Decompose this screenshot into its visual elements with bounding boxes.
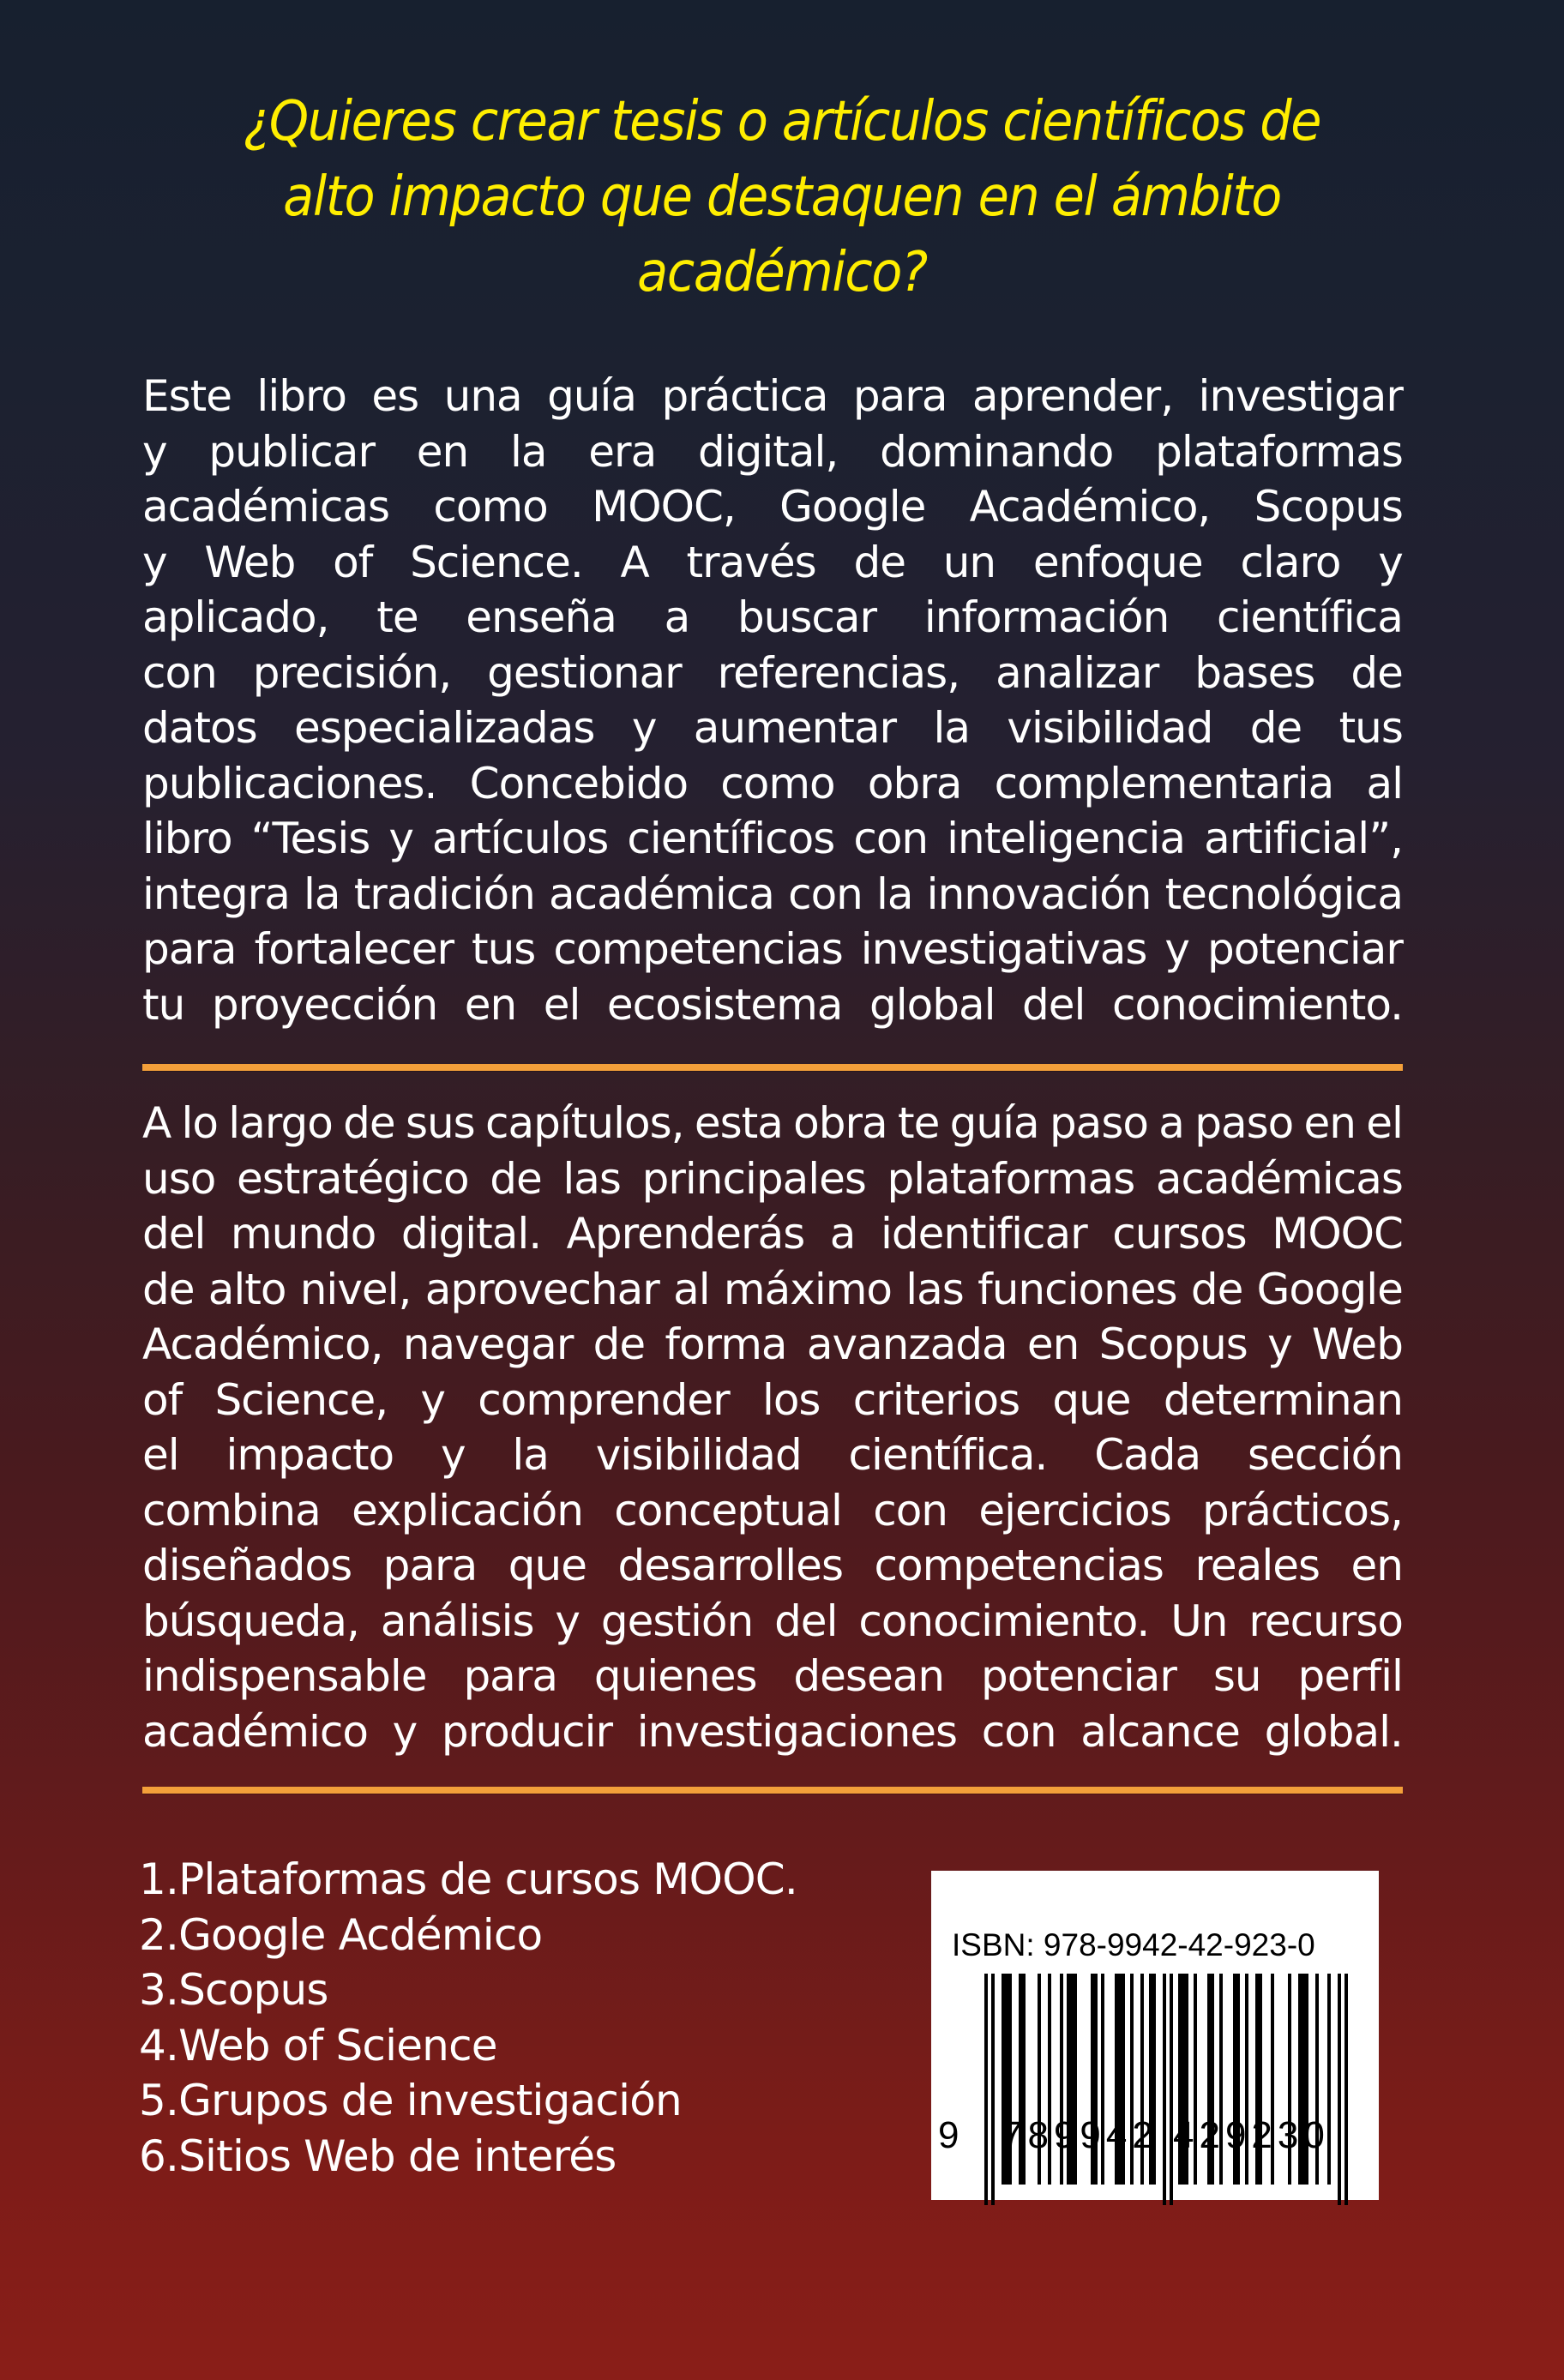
barcode-digits-left: 789942 (1002, 2114, 1158, 2156)
paragraph-line: uso estratégico de las principales plataformas académicas (142, 1153, 1403, 1204)
headline (157, 84, 1406, 310)
paragraph-line: académico y producir investigaciones con alcance global. (142, 1706, 1403, 1757)
paragraph-line: combina explicación conceptual con ejercicios prácticos, (142, 1485, 1403, 1536)
paragraph-line: y publicar en la era digital, dominando plataformas (142, 426, 1403, 477)
paragraph-line: of Science, y comprender los criterios que determinan (142, 1374, 1403, 1425)
toc-item: 3.Scopus (139, 1965, 328, 2015)
headline-line-3: académico? (637, 241, 927, 304)
paragraph-line: del mundo digital. Aprenderás a identificar cursos MOOC (142, 1209, 1403, 1259)
orange-divider (142, 1787, 1403, 1794)
paragraph-line: indispensable para quienes desean potenciar su perfil (142, 1651, 1403, 1701)
paragraph-line: aplicado, te enseña a buscar información científica (142, 592, 1403, 642)
paragraph-line: Este libro es una guía práctica para aprender, investigar (142, 371, 1403, 421)
barcode-icon (974, 1974, 1356, 2205)
paragraph-line: A lo largo de sus capítulos, esta obra te guía paso a paso en el (142, 1098, 1403, 1148)
paragraph-line: búsqueda, análisis y gestión del conocimiento. Un recurso (142, 1596, 1403, 1646)
paragraph-line: integra la tradición académica con la innovación tecnológica (142, 868, 1403, 919)
barcode-digits-right: 429230 (1173, 2114, 1330, 2156)
toc-item: 2.Google Acdémico (139, 1909, 543, 1960)
paragraph-line: datos especializadas y aumentar la visibilidad de tus (142, 703, 1403, 753)
paragraph-line: y Web of Science. A través de un enfoque claro y (142, 537, 1403, 587)
orange-divider (142, 1064, 1403, 1071)
paragraph-line: Académico, navegar de forma avanzada en Scopus y Web (142, 1319, 1403, 1369)
toc-item: 4.Web of Science (139, 2020, 497, 2070)
description-paragraph-1 (142, 369, 1403, 1032)
paragraph-line: publicaciones. Concebido como obra complementaria al (142, 758, 1403, 808)
paragraph-line: diseñados para que desarrolles competencias reales en (142, 1541, 1403, 1590)
table-of-contents (139, 1852, 797, 2184)
headline-line-2: alto impacto que destaquen en el ámbito (283, 165, 1281, 229)
toc-item: 6.Sitios Web de interés (139, 2131, 617, 2181)
paragraph-line: libro “Tesis y artículos científicos con inteligencia artificial”, (142, 814, 1403, 863)
toc-item: 5.Grupos de investigación (139, 2076, 682, 2125)
paragraph-line: de alto nivel, aprovechar al máximo las funciones de Google (142, 1264, 1403, 1314)
isbn-label: ISBN: 978-9942-42-923-0 (952, 1927, 1315, 1962)
paragraph-line: para fortalecer tus competencias investigativas y potenciar (142, 924, 1403, 974)
toc-item: 1.Plataformas de cursos MOOC. (139, 1854, 797, 1904)
isbn-barcode (931, 1871, 1379, 2200)
headline-line-1: ¿Quieres crear tesis o artículos científicos de (243, 90, 1321, 153)
paragraph-line: con precisión, gestionar referencias, analizar bases de (142, 647, 1403, 698)
description-paragraph-2 (142, 1096, 1403, 1759)
barcode-digit-first: 9 (938, 2114, 965, 2156)
paragraph-line: académicas como MOOC, Google Académico, Scopus (142, 482, 1403, 532)
paragraph-line: tu proyección en el ecosistema global del conocimiento. (142, 979, 1403, 1030)
paragraph-line: el impacto y la visibilidad científica. Cada sección (142, 1430, 1403, 1480)
